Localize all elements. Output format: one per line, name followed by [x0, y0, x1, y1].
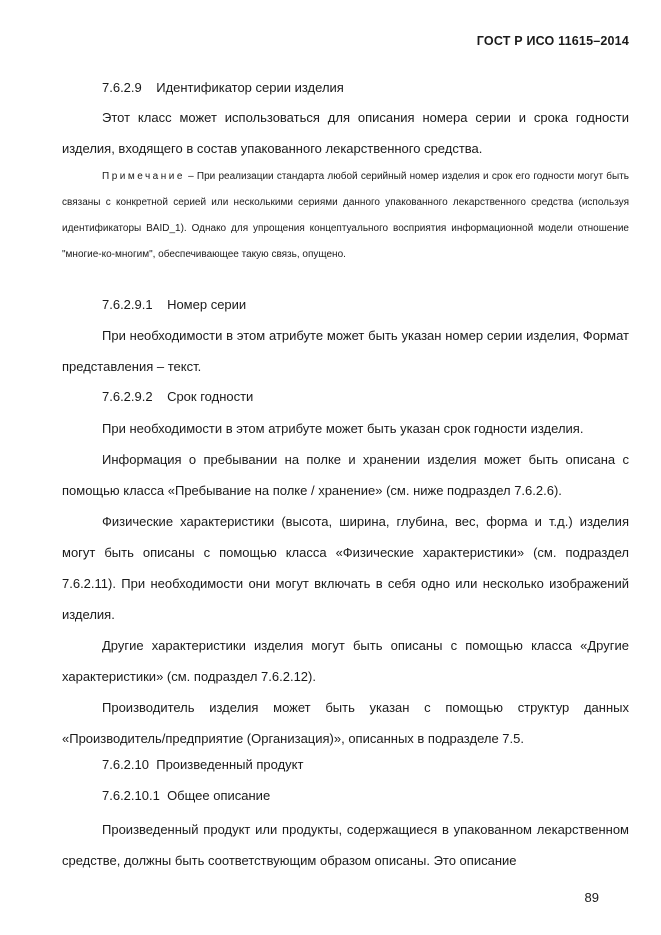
section-heading-7-6-2-9-2 — [102, 388, 253, 406]
paragraph-batch-class: Этот класс может использоваться для описания номера серии и срока годности изделия, входящего в состав упакованного лекарственного средства. — [62, 110, 629, 156]
paragraph-expiry: При необходимости в этом атрибуте может быть указан срок годности изделия. — [102, 421, 584, 436]
section-title: Срок годности — [167, 389, 254, 404]
section-number: 7.6.2.9 — [102, 80, 142, 95]
section-number: 7.6.2.10 — [102, 757, 149, 772]
section-title: Номер серии — [167, 297, 247, 312]
section-number: 7.6.2.9.1 — [102, 297, 153, 312]
note-text: – При реализации стандарта любой серийный номер изделия и срок его годности могут быть связаны с конкретной серией или несколькими сериями данного упакованного лекарственного средства (используя идентификаторы BAID_1). Однако для упрощения концептуального восприятия информационной модели отношение "многие-ко-многим", обеспечивающее такую связь, опущено. — [62, 171, 629, 260]
section-number: 7.6.2.9.2 — [102, 389, 153, 404]
note-paragraph — [62, 164, 629, 268]
paragraph-other-characteristics: Другие характеристики изделия могут быть описаны с помощью класса «Другие характеристики» (см. подраздел 7.6.2.12). — [62, 638, 629, 684]
section-heading-7-6-2-9-1 — [102, 296, 246, 314]
paragraph-manufacturer: Производитель изделия может быть указан с помощью структур данных «Производитель/предприятие (Организация)», описанных в подразделе 7.5. — [62, 700, 629, 746]
section-title: Произведенный продукт — [156, 757, 304, 772]
paragraph-physical-characteristics: Физические характеристики (высота, ширина, глубина, вес, форма и т.д.) изделия могут быть описаны с помощью класса «Физические характеристики» (см. подраздел 7.6.2.11). При необходимости они могут включать в себя одно или несколько изображений изделия. — [62, 514, 629, 622]
section-title: Общее описание — [167, 788, 271, 803]
section-heading-7-6-2-9 — [102, 79, 344, 97]
section-number: 7.6.2.10.1 — [102, 788, 160, 803]
paragraph-shelf-life: Информация о пребывании на полке и хранении изделия может быть описана с помощью класса «Пребывание на полке / хранение» (см. ниже подраздел 7.6.2.6). — [62, 452, 629, 498]
document-header: ГОСТ Р ИСО 11615–2014 — [476, 34, 629, 48]
paragraph-manufactured-product: Произведенный продукт или продукты, содержащиеся в упакованном лекарственном средстве, должны быть соответствующим образом описаны. Это описание — [62, 822, 629, 868]
section-heading-7-6-2-10 — [102, 756, 303, 774]
paragraph-batch-number: При необходимости в этом атрибуте может быть указан номер серии изделия, Формат представления – текст. — [62, 328, 629, 374]
section-title: Идентификатор серии изделия — [156, 80, 344, 95]
section-heading-7-6-2-10-1 — [102, 787, 270, 805]
note-label: Примечание — [102, 171, 185, 182]
page-number: 89 — [584, 890, 599, 905]
